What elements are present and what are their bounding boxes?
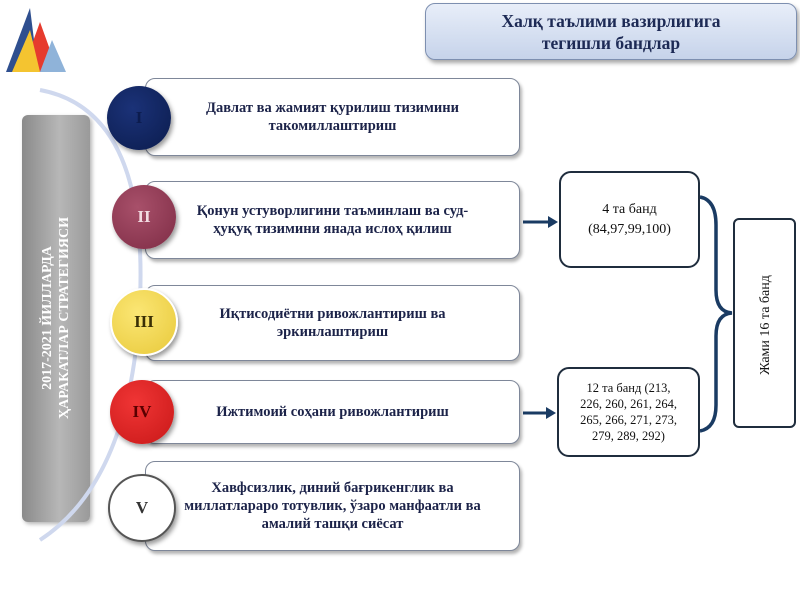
item-text-iii: Иқтисодиётни ривожлантириш ва эркинлаштириш (219, 306, 446, 340)
page-title: Халқ таълими вазирлигига тегишли бандлар (501, 10, 721, 53)
item-box-i (145, 78, 520, 156)
numeral-circle-v (108, 474, 176, 542)
numeral-circle-iii (110, 288, 178, 356)
item-text-i: Давлат ва жамият қурилиш тизимини такомиллаштириш (206, 100, 459, 134)
numeral-iv: IV (132, 402, 152, 421)
numeral-v: V (135, 498, 149, 517)
count-text-ii: 4 та банд (84,97,99,100) (588, 201, 671, 237)
item-text-iv: Ижтимоий соҳани ривожлантириш (216, 404, 449, 420)
item-box-iii (145, 285, 520, 361)
count-box-ii (559, 171, 700, 268)
numeral-i: I (135, 108, 143, 127)
brace-connector (700, 197, 732, 431)
total-label: Жами 16 та банд (758, 275, 773, 375)
count-text-iv: 12 та банд (213, 226, 260, 261, 264, 265, 266, 271, 273, 279, 289, 292) (580, 381, 677, 443)
numeral-ii: II (137, 207, 151, 226)
numeral-circle-iv (110, 380, 174, 444)
numeral-iii: III (134, 312, 154, 331)
item-box-ii (145, 181, 520, 259)
item-text-ii: Қонун устуворлигини таъминлаш ва суд- ҳуқуқ тизимини янада ислоҳ қилиш (196, 203, 469, 237)
total-box (733, 218, 796, 428)
numeral-circle-ii (112, 185, 176, 249)
item-text-v: Хавфсизлик, диний бағрикенглик ва миллатлараро тотувлик, ўзаро манфаатли ва амалий ташқи сиёсат (184, 480, 481, 532)
strategy-side-label: 2017-2021 ЙИЛЛАРДА ҲАРАКАТЛАР СТРАТЕГИЯСИ (40, 216, 72, 420)
item-box-iv (145, 380, 520, 444)
numeral-circle-i (107, 86, 171, 150)
count-box-iv (557, 367, 700, 457)
item-box-v (145, 461, 520, 551)
